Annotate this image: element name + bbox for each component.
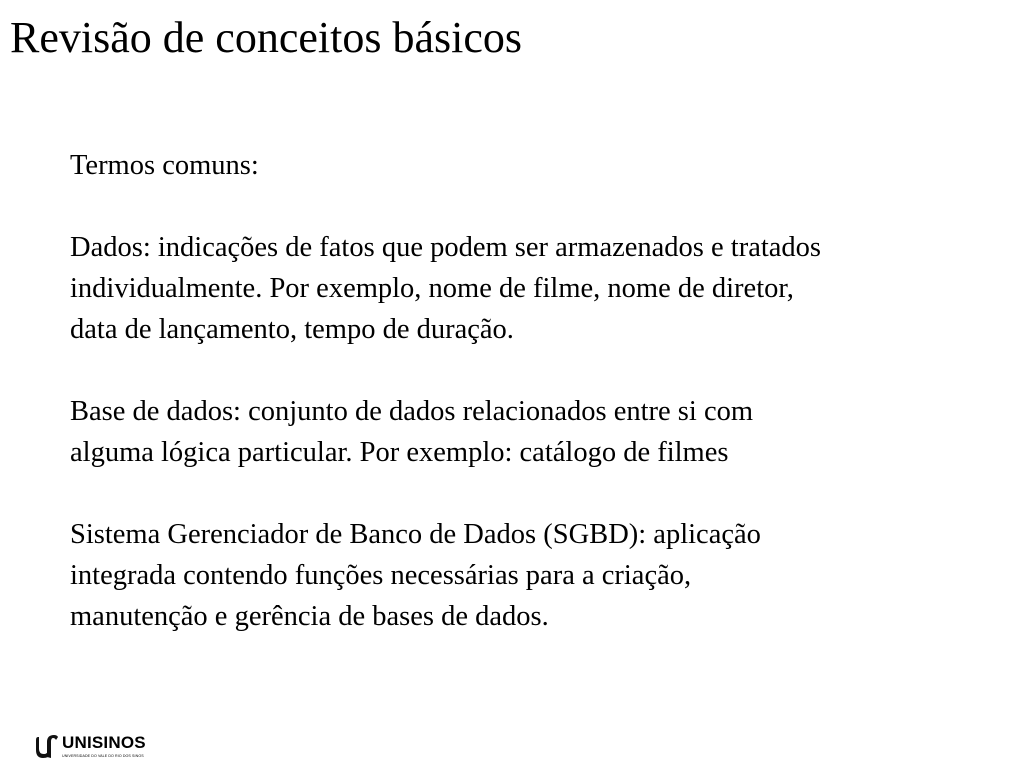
slide-title: Revisão de conceitos básicos (10, 13, 522, 62)
sgbd-line-1: Sistema Gerenciador de Banco de Dados (SGBD): aplicação (70, 519, 761, 550)
dados-line-3: data de lançamento, tempo de duração. (70, 314, 514, 345)
logo-subtitle: UNIVERSIDADE DO VALE DO RIO DOS SINOS (62, 754, 144, 758)
intro-line: Termos comuns: (70, 150, 259, 181)
dados-line-1: Dados: indicações de fatos que podem ser armazenados e tratados (70, 232, 822, 263)
unisinos-logo-mark-icon (33, 733, 59, 759)
dados-paragraph (70, 227, 990, 350)
dados-line-2: individualmente. Por exemplo, nome de filme, nome de diretor, (70, 273, 794, 304)
slide-body (70, 145, 990, 637)
base-paragraph (70, 391, 990, 473)
logo-name: UNISINOS (62, 733, 146, 752)
base-line-1: Base de dados: conjunto de dados relacionados entre si com (70, 396, 754, 427)
intro-paragraph (70, 145, 990, 186)
sgbd-line-2: integrada contendo funções necessárias para a criação, (70, 560, 692, 591)
sgbd-paragraph (70, 514, 990, 637)
logo-text (62, 733, 146, 759)
base-line-2: alguma lógica particular. Por exemplo: catálogo de filmes (70, 437, 729, 468)
unisinos-logo (33, 733, 146, 765)
sgbd-line-3: manutenção e gerência de bases de dados. (70, 601, 549, 632)
